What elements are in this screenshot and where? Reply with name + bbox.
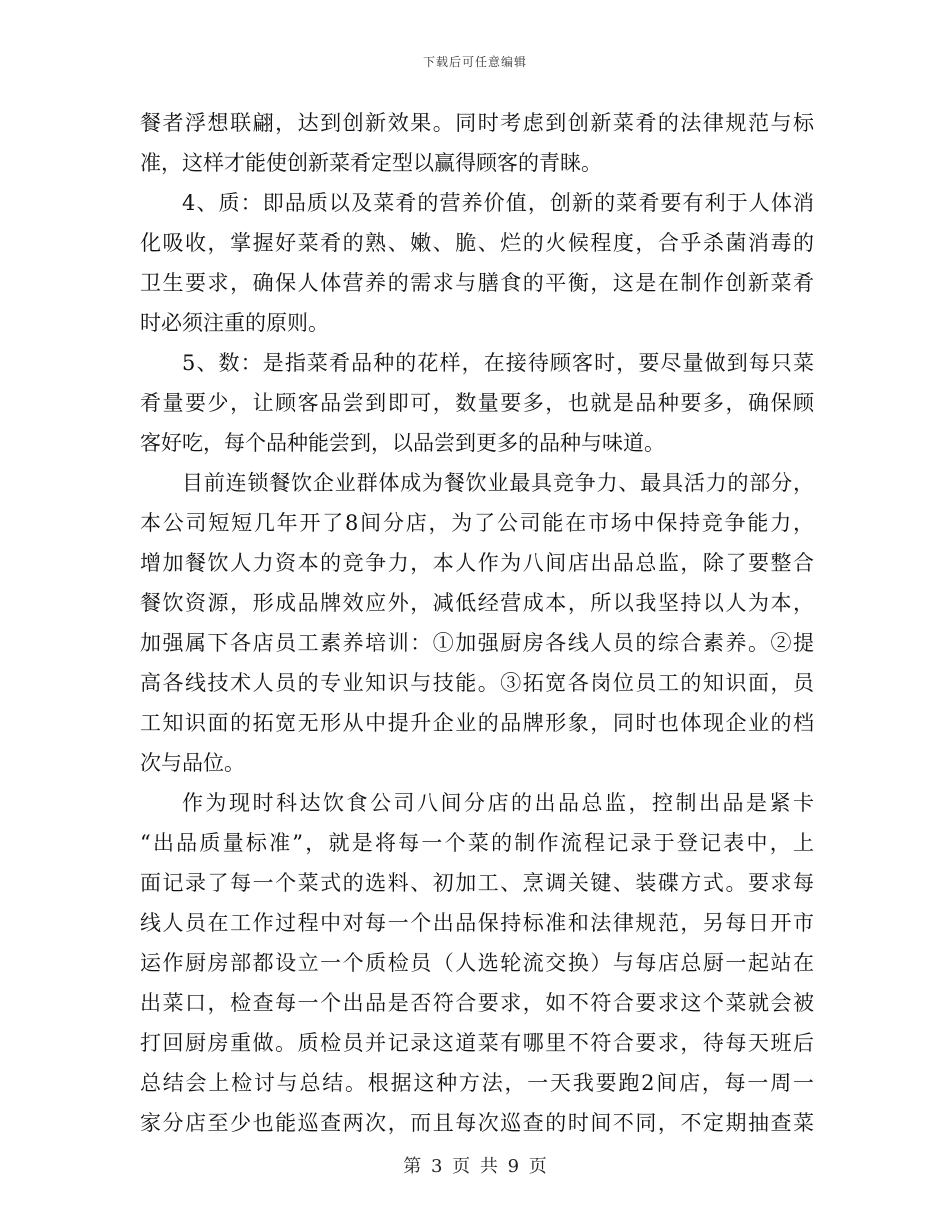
paragraph	[140, 343, 814, 463]
text-line: 总结会上检讨与总结。根据这种方法，一天我要跑2间店，每一周一	[140, 1071, 814, 1095]
text-line: “出品质量标准”，就是将每一个菜的制作流程记录于登记表中，上	[140, 831, 814, 855]
text-line: 肴量要少，让顾客品尝到即可，数量要多，也就是品种要多，确保顾	[140, 391, 814, 415]
text-line: 本公司短短几年开了8间分店，为了公司能在市场中保持竞争能力，	[140, 511, 814, 535]
paragraph	[140, 103, 814, 183]
paragraph	[140, 783, 814, 1143]
text-line: 时必须注重的原则。	[140, 311, 329, 335]
text-line: 客好吃，每个品种能尝到，以品尝到更多的品种与味道。	[140, 431, 665, 455]
text-line: 打回厨房重做。质检员并记录这道菜有哪里不符合要求，待每天班后	[140, 1031, 814, 1055]
text-line: 线人员在工作过程中对每一个出品保持标准和法律规范，另每日开市	[140, 911, 814, 935]
text-line: 4、质：即品质以及菜肴的营养价值，创新的菜肴要有利于人体消	[182, 191, 814, 215]
text-line: 作为现时科达饮食公司八间分店的出品总监，控制出品是紧卡	[182, 791, 814, 815]
text-line: 餐饮资源，形成品牌效应外，减低经营成本，所以我坚持以人为本，	[140, 591, 814, 615]
paragraph	[140, 183, 814, 343]
document-body	[140, 103, 814, 1143]
text-line: 家分店至少也能巡查两次，而且每次巡查的时间不同，不定期抽查菜	[140, 1111, 814, 1135]
text-line: 增加餐饮人力资本的竞争力，本人作为八间店出品总监，除了要整合	[140, 551, 814, 575]
text-line: 次与品位。	[140, 751, 245, 775]
text-line: 5、数：是指菜肴品种的花样，在接待顾客时，要尽量做到每只菜	[182, 351, 814, 375]
page-header-note: 下载后可任意编辑	[422, 55, 527, 69]
text-line: 运作厨房部都设立一个质检员（人选轮流交换）与每店总厨一起站在	[140, 951, 814, 975]
text-line: 化吸收，掌握好菜肴的熟、嫩、脆、烂的火候程度，合乎杀菌消毒的	[140, 231, 814, 255]
text-line: 面记录了每一个菜式的选料、初加工、烹调关键、装碟方式。要求每	[140, 871, 814, 895]
page-number: 第 3 页 共 9 页	[403, 1156, 547, 1177]
text-line: 餐者浮想联翩，达到创新效果。同时考虑到创新菜肴的法律规范与标	[140, 111, 814, 135]
text-line: 准，这样才能使创新菜肴定型以赢得顾客的青睐。	[140, 151, 602, 175]
text-line: 加强属下各店员工素养培训：①加强厨房各线人员的综合素养。②提	[140, 631, 814, 655]
text-line: 工知识面的拓宽无形从中提升企业的品牌形象，同时也体现企业的档	[140, 711, 814, 735]
text-line: 出菜口，检查每一个出品是否符合要求，如不符合要求这个菜就会被	[140, 991, 814, 1015]
text-line: 卫生要求，确保人体营养的需求与膳食的平衡，这是在制作创新菜肴	[140, 271, 814, 295]
text-line: 目前连锁餐饮企业群体成为餐饮业最具竞争力、最具活力的部分，	[182, 471, 814, 495]
text-line: 高各线技术人员的专业知识与技能。③拓宽各岗位员工的知识面，员	[140, 671, 814, 695]
paragraph	[140, 463, 814, 783]
